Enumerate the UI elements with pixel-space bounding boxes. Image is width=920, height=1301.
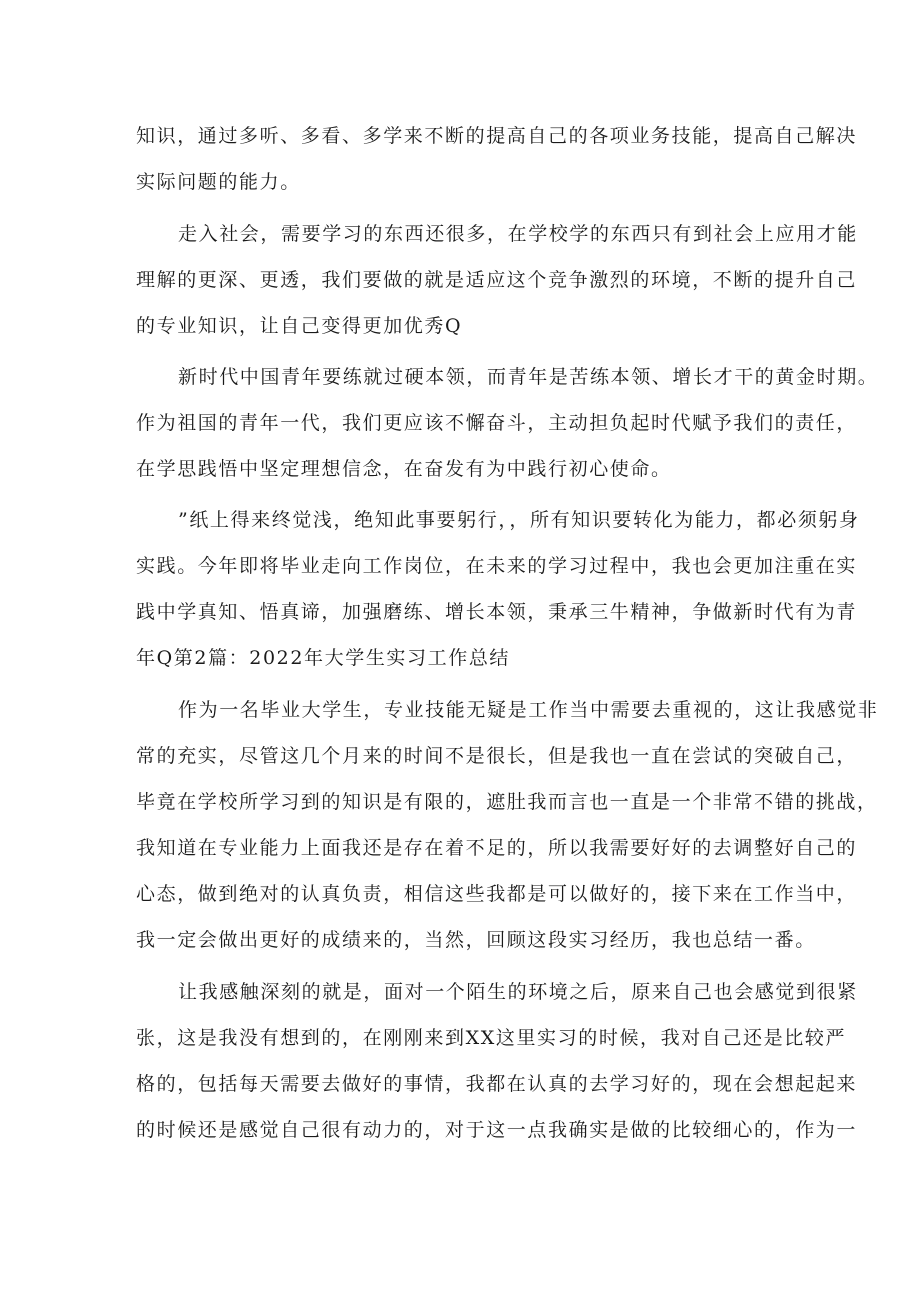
p3-line-2: 作为祖国的青年一代，我们更应该不懈奋斗，主动担负起时代赋予我们的责任， xyxy=(136,412,858,434)
p5-line-5: 心态，做到绝对的认真负责，相信这些我都是可以做好的，接下来在工作当中， xyxy=(136,883,858,905)
p4-line-3: 践中学真知、悟真谛，加强磨练、增长本领，秉承三牛精神，争做新时代有为青 xyxy=(136,601,858,623)
p6-line-3: 格的，包括每天需要去做好的事情，我都在认真的去学习好的，现在会想起起来 xyxy=(136,1073,858,1095)
p3-line-1: 新时代中国青年要练就过硬本领，而青年是苦练本领、增长才干的黄金时期。 xyxy=(178,366,879,388)
p5-line-1: 作为一名毕业大学生，专业技能无疑是工作当中需要去重视的，这让我感觉非 xyxy=(178,699,879,721)
p1-line-2: 实际问题的能力。 xyxy=(136,171,301,193)
p5-line-6: 我一定会做出更好的成绩来的，当然，回顾这段实习经历，我也总结一番。 xyxy=(136,929,816,951)
p5-line-3: 毕竟在学校所学习到的知识是有限的，遮肚我而言也一直是一个非常不错的挑战， xyxy=(136,791,878,813)
p3-line-3: 在学思践悟中坚定理想信念，在奋发有为中践行初心使命。 xyxy=(136,458,672,480)
p6-line-4: 的时候还是感觉自己很有动力的，对于这一点我确实是做的比较细心的，作为一 xyxy=(136,1119,858,1141)
p2-line-2: 理解的更深、更透，我们要做的就是适应这个竞争激烈的环境，不断的提升自己 xyxy=(136,269,858,291)
p4-line-2: 实践。今年即将毕业走向工作岗位，在未来的学习过程中，我也会更加注重在实 xyxy=(136,555,858,577)
p6-line-1: 让我感触深刻的就是，面对一个陌生的环境之后，原来自己也会感觉到很紧 xyxy=(178,981,858,1003)
p2-line-3: 的专业知识，让自己变得更加优秀Q xyxy=(136,315,463,337)
p2-line-1: 走入社会，需要学习的东西还很多，在学校学的东西只有到社会上应用才能 xyxy=(178,223,858,245)
p4-line-4-section-heading: 年Q第2篇：2022年大学生实习工作总结 xyxy=(136,647,511,669)
p4-line-1: ”纸上得来终觉浅，绝知此事要躬行，，所有知识要转化为能力，都必须躬身 xyxy=(178,509,860,531)
p5-line-2: 常的充实，尽管这几个月来的时间不是很长，但是我也一直在尝试的突破自己， xyxy=(136,745,858,767)
p6-line-2: 张，这是我没有想到的，在刚刚来到XX这里实习的时候，我对自己还是比较严 xyxy=(136,1027,847,1049)
p1-line-1: 知识，通过多听、多看、多学来不断的提高自己的各项业务技能，提高自己解决 xyxy=(136,125,858,147)
p5-line-4: 我知道在专业能力上面我还是存在着不足的，所以我需要好好的去调整好自己的 xyxy=(136,837,858,859)
